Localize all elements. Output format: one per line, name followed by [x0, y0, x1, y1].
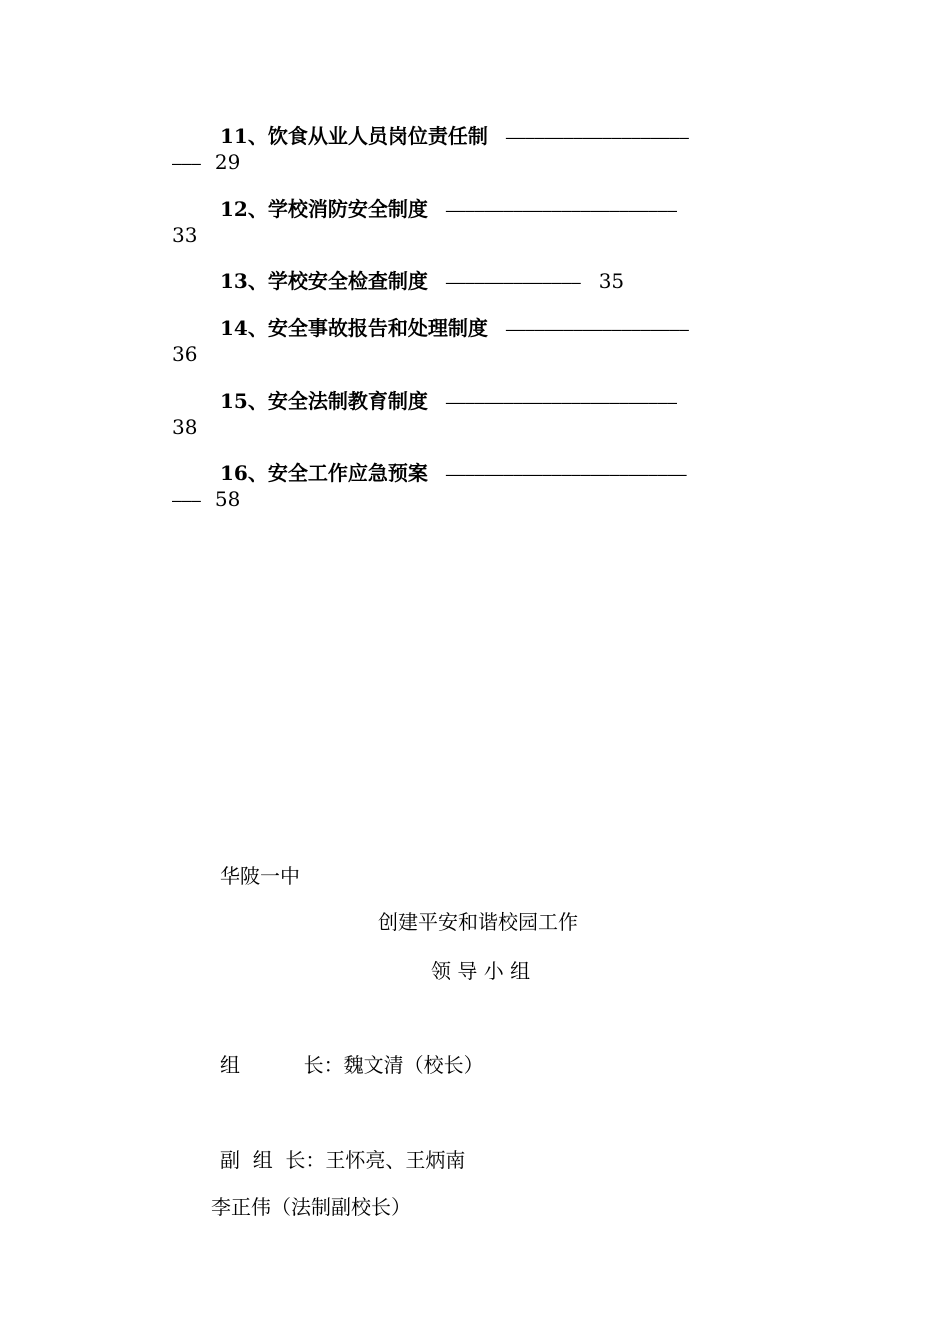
group-leader-line: 组 长：魏文清（校长） — [220, 1053, 484, 1077]
section-subheading: 领 导 小 组 — [431, 959, 531, 983]
toc-page-number: 36 — [172, 342, 198, 366]
toc-title: 11、饮食从业人员岗位责任制 — [220, 124, 488, 148]
toc-entry-16 — [172, 461, 812, 513]
deputy-leader-line: 副 组 长：王怀亮、王炳南 — [220, 1148, 466, 1172]
toc-leader: ———————————————————————— — [445, 393, 678, 412]
toc-title: 16、安全工作应急预案 — [220, 461, 428, 485]
toc-page-number: 58 — [214, 487, 241, 511]
toc-leader: ————————————————————————— — [445, 465, 687, 484]
school-name: 华陂一中 — [220, 864, 300, 888]
toc-entry-13 — [172, 269, 812, 295]
section-heading: 创建平安和谐校园工作 — [378, 910, 578, 934]
toc-page-number: 35 — [598, 269, 625, 293]
toc-leader: —————————————— — [445, 273, 581, 292]
toc-page-number: 29 — [214, 150, 241, 174]
toc-entry-12 — [172, 197, 812, 248]
toc-entry-11 — [172, 124, 812, 176]
toc-leader-tail: ——— — [172, 491, 201, 510]
toc-leader: ——————————————————— — [505, 128, 689, 147]
toc-entry-15 — [172, 389, 812, 440]
toc-page-number: 38 — [172, 415, 198, 439]
toc-leader: ———————————————————————— — [445, 201, 678, 220]
toc-leader: ——————————————————— — [505, 320, 689, 339]
toc-title: 13、学校安全检查制度 — [220, 269, 428, 293]
toc-title: 14、安全事故报告和处理制度 — [220, 316, 488, 340]
toc-entry-14 — [172, 316, 812, 367]
toc-title: 12、学校消防安全制度 — [220, 197, 428, 221]
toc-title: 15、安全法制教育制度 — [220, 389, 428, 413]
deputy-extra-line: 李正伟（法制副校长） — [211, 1195, 411, 1219]
toc-leader-tail: ——— — [172, 154, 201, 173]
toc-page-number: 33 — [172, 223, 198, 247]
